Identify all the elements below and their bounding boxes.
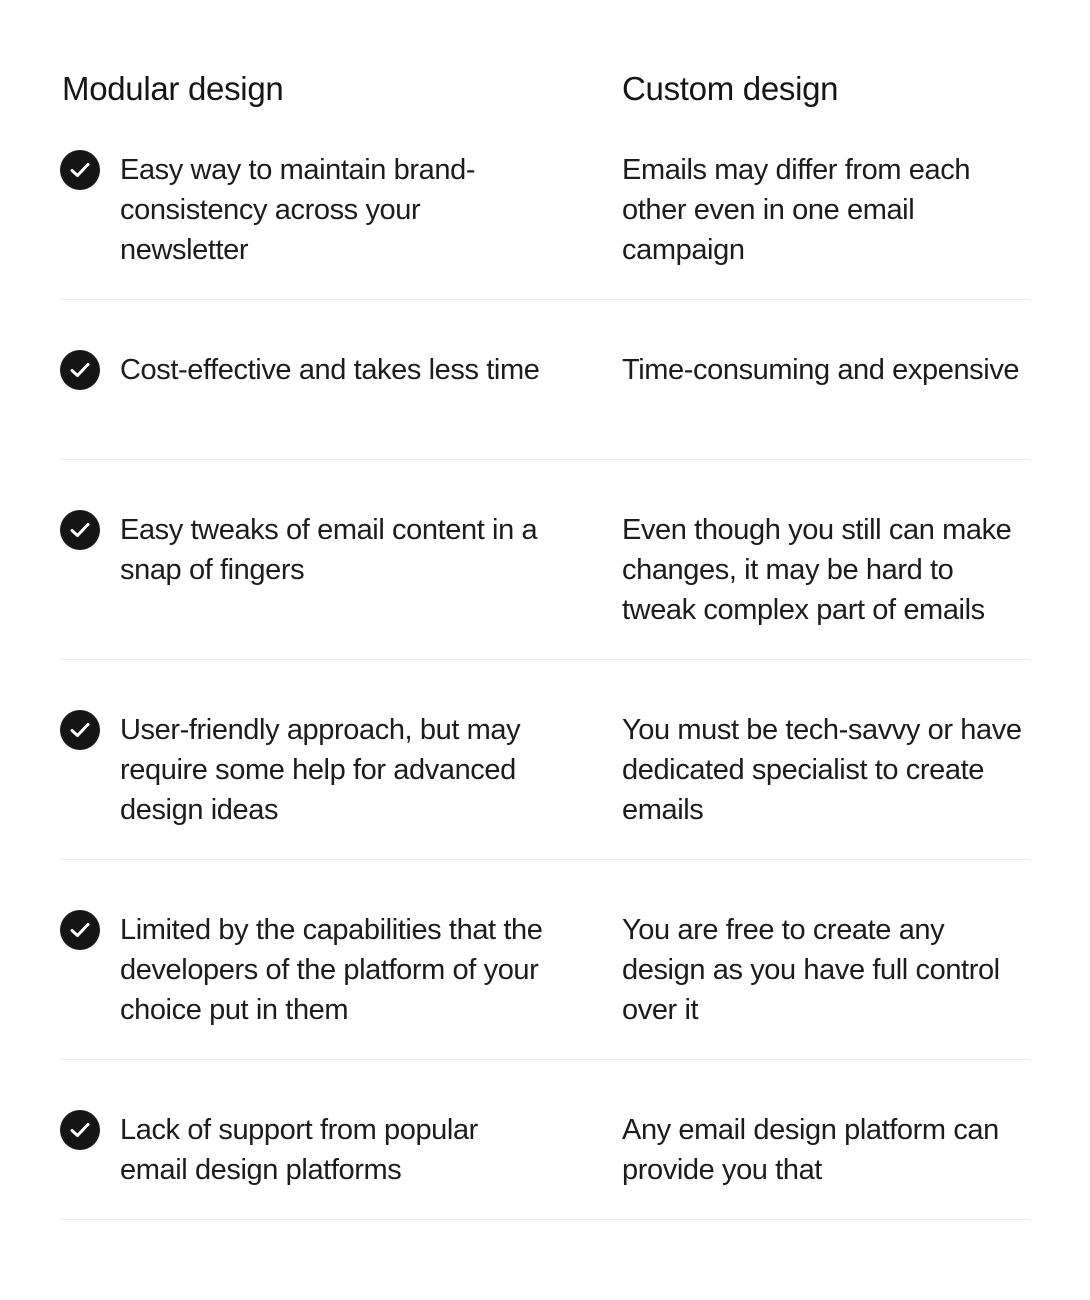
modular-cell: Limited by the capabilities that the developers of the platform of your choice put in them xyxy=(120,914,543,1026)
check-circle-icon xyxy=(60,510,100,550)
modular-cell: Lack of support from popular email design platforms xyxy=(120,1114,478,1186)
header-row xyxy=(60,0,1030,150)
modular-cell: User-friendly approach, but may require some help for advanced design ideas xyxy=(120,714,521,826)
check-circle-icon xyxy=(60,1110,100,1150)
comparison-row xyxy=(60,460,1030,660)
check-circle-icon xyxy=(60,710,100,750)
custom-cell: Time-consuming and expensive xyxy=(622,354,1020,386)
comparison-row xyxy=(60,300,1030,460)
modular-design-heading: Modular design xyxy=(62,70,284,107)
modular-cell: Easy way to maintain brand-consistency across your newsletter xyxy=(120,154,476,266)
custom-cell: You must be tech-savvy or have dedicated specialist to create emails xyxy=(622,714,1022,826)
custom-design-heading: Custom design xyxy=(622,70,839,107)
custom-cell: Emails may differ from each other even in one email campaign xyxy=(622,154,971,266)
comparison-row xyxy=(60,150,1030,300)
comparison-row xyxy=(60,660,1030,860)
check-circle-icon xyxy=(60,910,100,950)
comparison-row xyxy=(60,1060,1030,1220)
check-circle-icon xyxy=(60,150,100,190)
modular-cell: Cost-effective and takes less time xyxy=(120,354,540,386)
check-circle-icon xyxy=(60,350,100,390)
custom-cell: You are free to create any design as you have full control over it xyxy=(622,914,1000,1026)
custom-cell: Any email design platform can provide you that xyxy=(622,1114,999,1186)
comparison-table xyxy=(60,0,1030,1220)
comparison-row xyxy=(60,860,1030,1060)
custom-cell: Even though you still can make changes, it may be hard to tweak complex part of emails xyxy=(622,514,1012,626)
modular-cell: Easy tweaks of email content in a snap of fingers xyxy=(120,514,538,586)
